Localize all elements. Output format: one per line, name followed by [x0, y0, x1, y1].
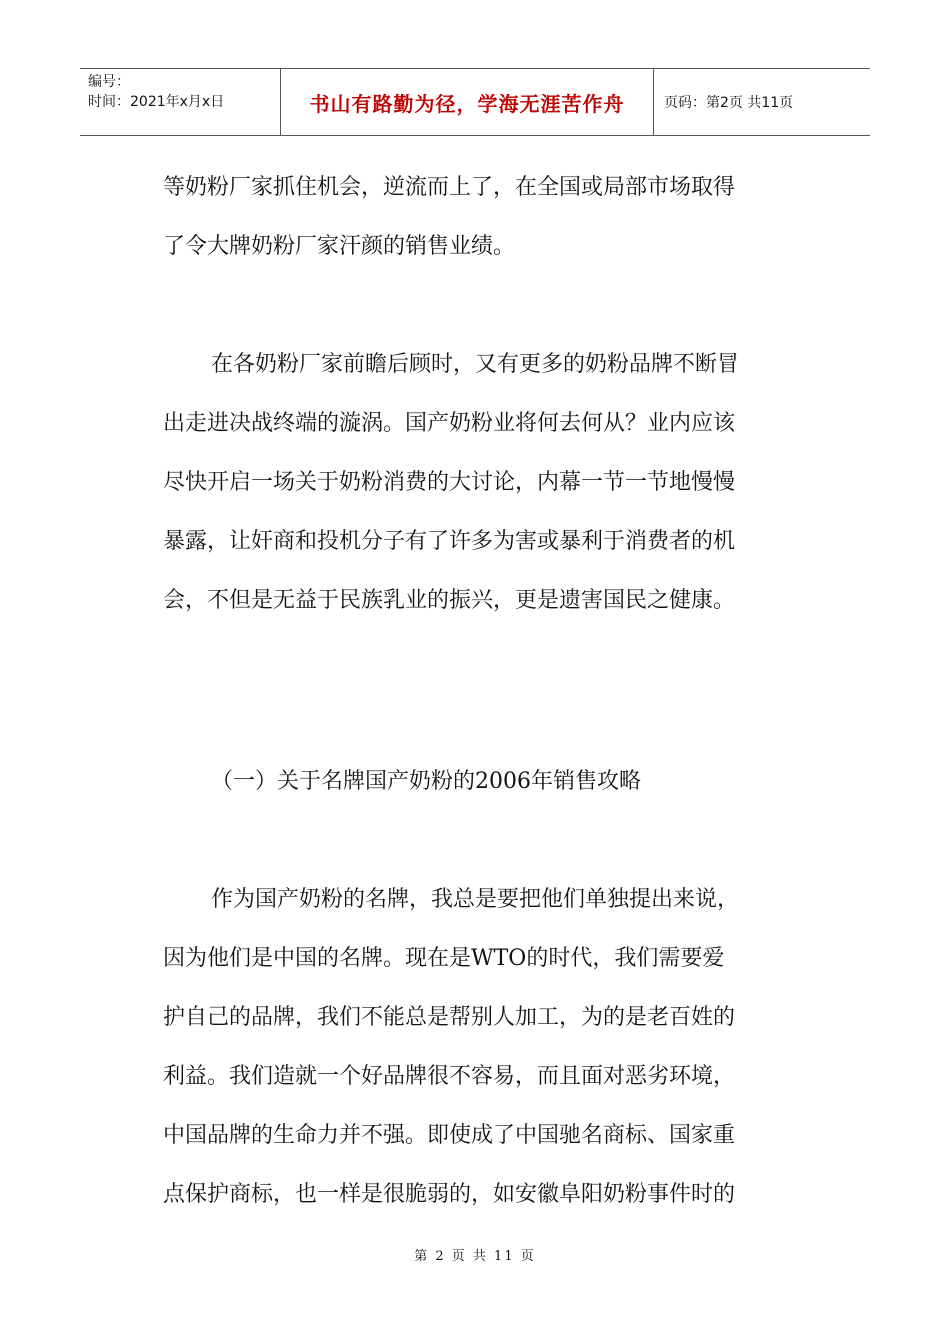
page-footer	[0, 1245, 950, 1264]
text-line: 尽快开启一场关于奶粉消费的大讨论，内幕一节一节地慢慢	[163, 470, 736, 495]
document-number-label: 编号：	[88, 74, 130, 90]
text-line: 等奶粉厂家抓住机会，逆流而上了，在全国或局部市场取得	[163, 175, 736, 200]
text-line: 因为他们是中国的名牌。现在是WTO的时代，我们需要爱	[163, 946, 725, 971]
footer-page-number: 第 2 页 共 11 页	[414, 1249, 536, 1264]
paragraph-brand-strategy	[163, 870, 787, 1224]
text-line: 作为国产奶粉的名牌，我总是要把他们单独提出来说，	[211, 887, 740, 912]
header-meta	[80, 69, 281, 135]
section-heading	[163, 752, 787, 811]
text-line: 了令大牌奶粉厂家汗颜的销售业绩。	[163, 234, 516, 259]
page-header	[80, 68, 870, 136]
header-page-number: 页码：第2页 共11页	[664, 95, 794, 111]
text-line: 护自己的品牌，我们不能总是帮别人加工，为的是老百姓的	[163, 1005, 736, 1030]
text-line: 暴露，让奸商和投机分子有了许多为害或暴利于消费者的机	[163, 529, 736, 554]
paragraph-industry-outlook	[163, 335, 787, 630]
text-line: 点保护商标，也一样是很脆弱的，如安徽阜阳奶粉事件时的	[163, 1182, 736, 1207]
text-line: 在各奶粉厂家前瞻后顾时，又有更多的奶粉品牌不断冒	[211, 352, 740, 377]
header-motto-cell	[281, 69, 654, 135]
text-line: 利益。我们造就一个好品牌很不容易，而且面对恶劣环境，	[163, 1064, 736, 1089]
header-page-cell	[654, 69, 870, 135]
text-line: 中国品牌的生命力并不强。即使成了中国驰名商标、国家重	[163, 1123, 736, 1148]
paragraph-continued	[163, 158, 787, 276]
document-date-label: 时间：2021年x月x日	[88, 94, 225, 110]
section-heading-text: （一）关于名牌国产奶粉的2006年销售攻略	[211, 769, 641, 794]
header-motto: 书山有路勤为径，学海无涯苦作舟	[309, 91, 625, 116]
text-line: 会，不但是无益于民族乳业的振兴，更是遗害国民之健康。	[163, 588, 736, 613]
text-line: 出走进决战终端的漩涡。国产奶粉业将何去何从？业内应该	[163, 411, 736, 436]
